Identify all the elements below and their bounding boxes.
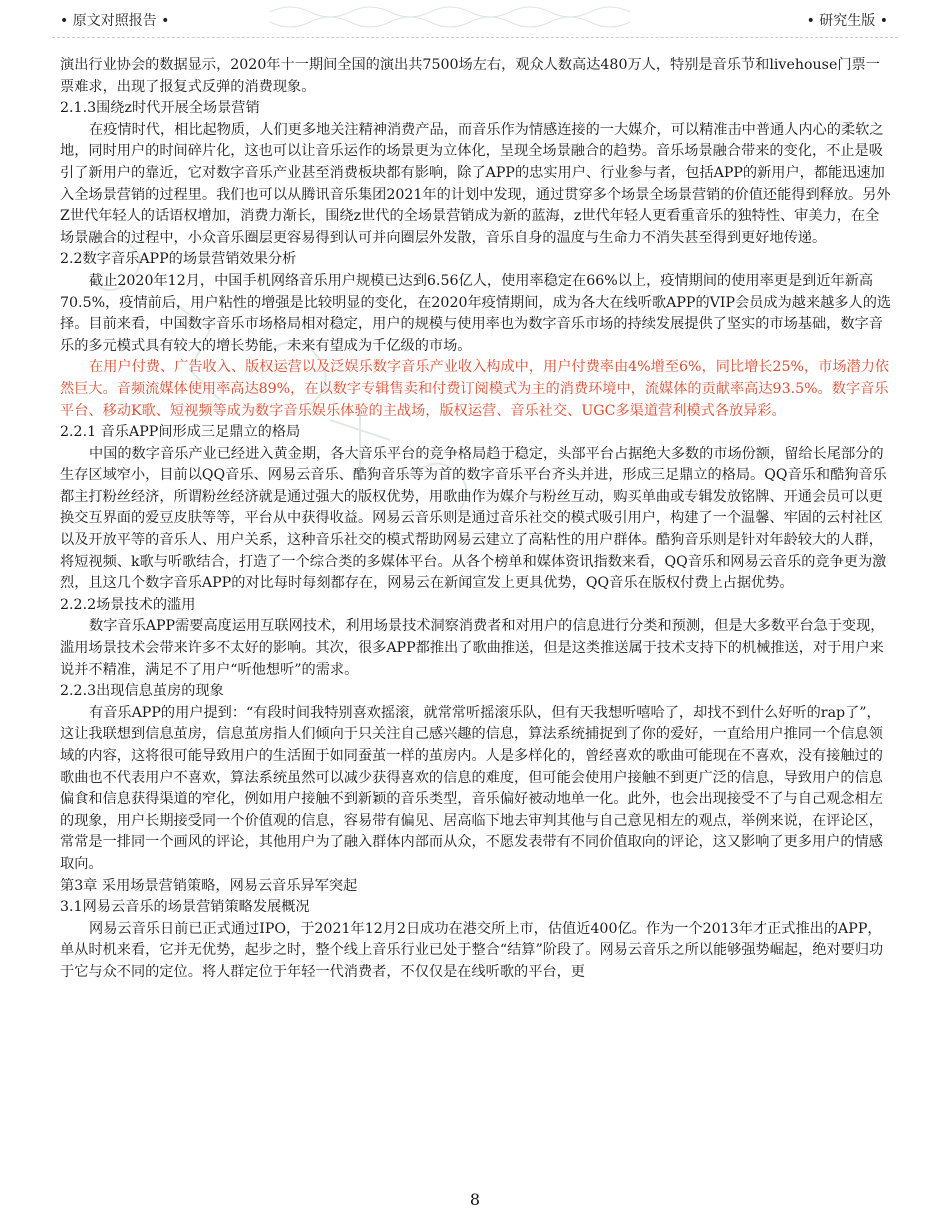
section-heading-2-1-3: 2.1.3围绕z时代开展全场景营销 [60,100,260,117]
report-type-label: • 原文对照报告 • [60,13,170,29]
paragraph: 在疫情时代，相比起物质，人们更多地关注精神消费产品，而音乐作为情感连接的一大媒介，可以精准击中普通人内心的柔软之地，同时用户的时间碎片化，这也可以让音乐运作的场景更为立体化，呈现全场景融合的趋势。音乐场景融合带来的变化，不止是吸引了新用户的靠近，它对数字音乐产业甚至消费板块都有影响，除了APP的忠实用户、行业参与者，包括APP的新用户，都能迅速加入全场景营销的过程里。我们也可以从腾讯音乐集团2021年的计划中发现，通过贯穿多个场景全场景营销的价值还能得到释放。另外Z世代年轻人的话语权增加，消费力渐长，围绕z世代的全场景营销成为新的蓝海，z世代年轻人更看重音乐的独特性、审美力，在全场景融合的过程中，小众音乐圈层更容易得到认可并向圈层外发散，音乐自身的温度与生命力不消失甚至得到更好地传递。 [60,121,891,246]
paragraph: 数字音乐APP需要高度运用互联网技术，利用场景技术洞察消费者和对用户的信息进行分类和预测，但是大多数平台急于变现，滥用场景技术会带来许多不太好的影响。其次，很多APP都推出了歌曲推送，但是这类推送属于技术支持下的机械推送，对于用户来说并不精准，满足不了用户“听他想听”的需求。 [60,618,885,678]
section-heading-2-2: 2.2数字音乐APP的场景营销效果分析 [60,251,297,268]
section-heading-2-2-2: 2.2.2场景技术的滥用 [60,596,196,613]
paragraph: 中国的数字音乐产业已经进入黄金期，各大音乐平台的竞争格局趋于稳定，头部平台占据绝大多数的市场份额，留给长尾部分的生存区域窄小，目前以QQ音乐、网易云音乐、酷狗音乐等为首的数字音乐平台齐头并进，形成三足鼎立的格局。QQ音乐和酷狗音乐都主打粉丝经济，所谓粉丝经济就是通过强大的版权优势，用歌曲作为媒介与粉丝互动，购买单曲或专辑发放铭牌、开通会员可以更换交互界面的爱豆皮肤等等，平台从中获得收益。网易云音乐则是通过音乐社交的模式吸引用户，构建了一个温馨、牢固的云村社区以及开放平等的音乐人、用户关系，这种音乐社交的模式帮助网易云建立了高粘性的用户群体。酷狗音乐则是针对年龄较大的人群，将短视频、k歌与听歌结合，打造了一个综合类的多媒体平台。从各个榜单和媒体资讯指数来看，QQ音乐和网易云音乐的竞争更为激烈，且这几个数字音乐APP的对比每时每刻都存在，网易云在新闻宣发上更具优势，QQ音乐在版权付费上占据优势。 [60,445,887,592]
section-heading-2-2-1: 2.2.1 音乐APP间形成三足鼎立的格局 [60,424,301,441]
paragraph: 截止2020年12月，中国手机网络音乐用户规模已达到6.56亿人，使用率稳定在66%以上，疫情期间的使用率更是到近年新高70.5%，疫情前后，用户粘性的增强是比较明显的变化，在2020年疫情期间，成为各大在线听歌APP的VIP会员成为越来越多人的选择。目前来看，中国数字音乐市场格局相对稳定，用户的规模与使用率也为数字音乐市场的持续发展提供了坚实的市场基础，数字音乐的多元模式具有较大的增长势能，未来有望成为千亿级的市场。 [60,272,892,354]
page-number: 8 [469,1190,481,1209]
paragraph: 网易云音乐日前已正式通过IPO，于2021年12月2日成功在港交所上市，估值近400亿。作为一个2013年才正式推出的APP，单从时机来看，它并无优势，起步之时，整个线上音乐行业已处于整合“结算”阶段了。网易云音乐之所以能够强势崛起，绝对要归功于它与众不同的定位。将人群定位于年轻一代消费者，不仅仅是在线听歌的平台，更 [60,920,884,980]
document-body [60,55,892,984]
header-divider [52,37,898,38]
paragraph: 有音乐APP的用户提到：“有段时间我特别喜欢摇滚，就常常听摇滚乐队，但有天我想听嘻哈了，却找不到什么好听的rap了”，这让我联想到信息茧房，信息茧房指人们倾向于只关注自己感兴趣的信息，算法系统捕捉到了你的爱好，一直给用户推同一个信息领域的内容，这将很可能导致用户的生活囿于如同蚕茧一样的茧房内。人是多样化的，曾经喜欢的歌曲可能现在不喜欢，没有接触过的歌曲也不代表用户不喜欢，算法系统虽然可以减少获得喜欢的信息的难度，但可能会使用户接触不到更广泛的信息，导致用户的信息偏食和信息获得渠道的窄化，例如用户接触不到新颖的音乐类型，音乐偏好被动地单一化。此外，也会出现接受不了与自己观念相左的现象，用户长期接受同一个价值观的信息，容易带有偏见、居高临下地去审判其他与自己意见相左的观点，举例来说，在评论区，常常是一排同一个画风的评论，其他用户为了融入群体内部而从众，不愿发表带有不同价值取向的评论，这又影响了更多用户的情感取向。 [60,704,883,872]
chapter-heading-3: 第3章 采用场景营销策略，网易云音乐异军突起 [60,877,358,894]
highlighted-paragraph: 在用户付费、广告收入、版权运营以及泛娱乐数字音乐产业收入构成中，用户付费率由4%增至6%，同比增长25%，市场潜力依然巨大。音频流媒体使用率高达89%，在以数字专辑售卖和付费订阅模式为主的消费环境中，流媒体的贡献率高达93.5%。数字音乐平台、移动K歌、短视频等成为数字音乐娱乐体验的主战场，版权运营、音乐社交、UGC多渠道营利模式各放异彩。 [60,359,890,419]
section-heading-2-2-3: 2.2.3出现信息茧房的现象 [60,683,224,700]
section-heading-3-1: 3.1网易云音乐的场景营销策略发展概况 [60,899,310,916]
edition-label: • 研究生版 • [806,13,888,29]
page-header [0,0,950,38]
paragraph: 演出行业协会的数据显示，2020年十一期间全国的演出共7500场左右，观众人数高达480万人，特别是音乐节和livehouse门票一票难求，出现了报复式反弹的消费现象。 [60,57,880,95]
